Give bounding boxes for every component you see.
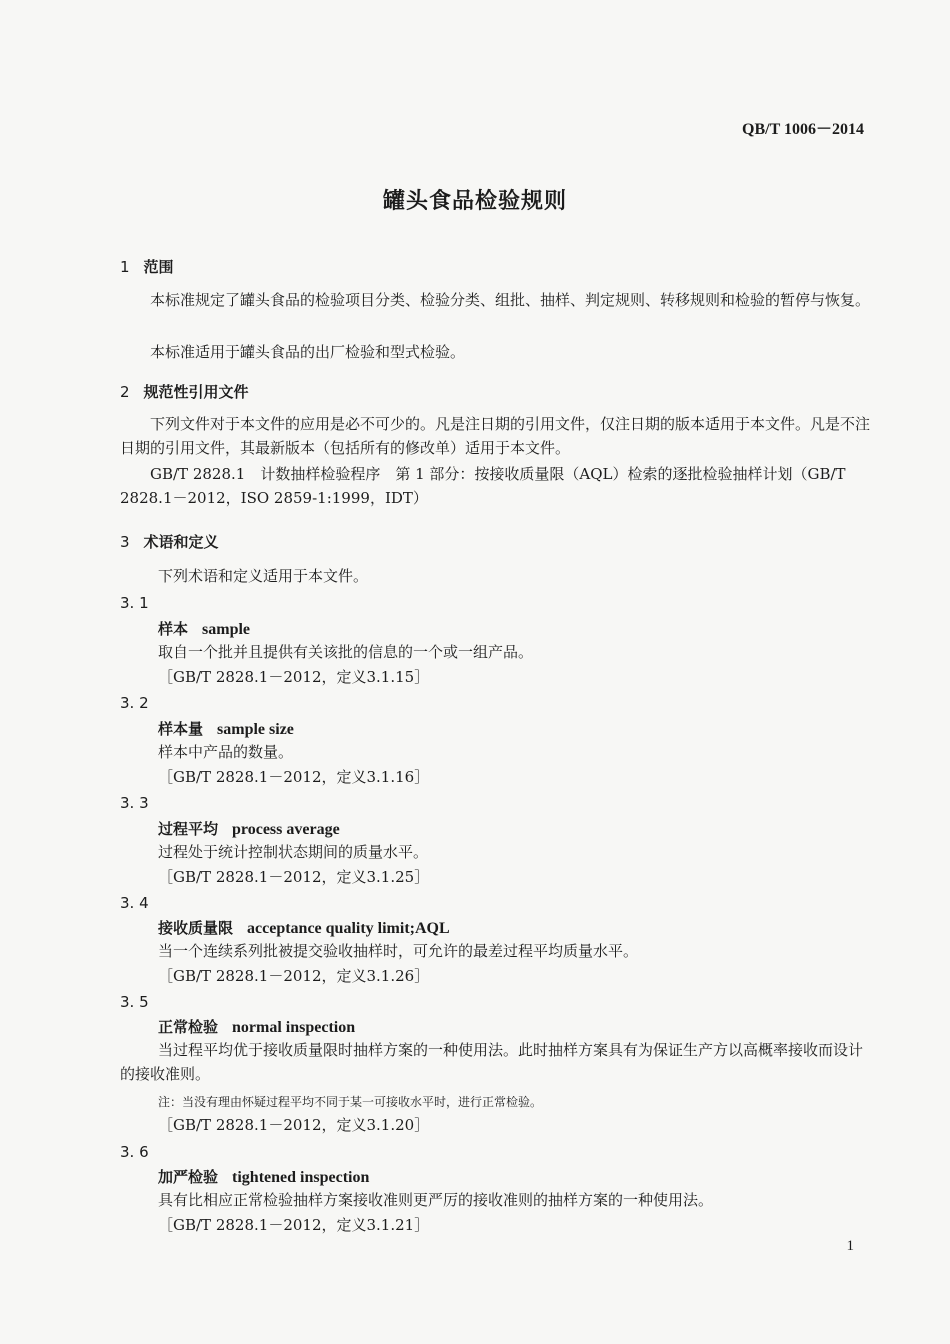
term-zh: 样本量 — [158, 720, 204, 738]
section-heading-3 — [120, 531, 219, 552]
term-en: sample size — [217, 721, 294, 738]
term-definition: 当过程平均优于接收质量限时抽样方案的一种使用法。此时抽样方案具有为保证生产方以高概率接收而设计的接收准则。 — [120, 1041, 864, 1083]
term-heading — [158, 818, 340, 839]
term-number: 3. 2 — [120, 694, 149, 712]
term-number: 3. 5 — [120, 993, 149, 1011]
term-number: 3. 4 — [120, 894, 149, 912]
term-source: ［GB/T 2828.1－2012，定义3.1.15］ — [158, 668, 430, 686]
paragraph: 下列文件对于本文件的应用是必不可少的。凡是注日期的引用文件，仅注日期的版本适用于本文件。凡是不注日期的引用文件，其最新版本（包括所有的修改单）适用于本文件。 — [120, 415, 871, 457]
term-heading — [158, 1166, 369, 1187]
term-source: ［GB/T 2828.1－2012，定义3.1.20］ — [158, 1116, 430, 1134]
term-definition: 过程处于统计控制状态期间的质量水平。 — [158, 843, 429, 861]
term-number: 3. 6 — [120, 1143, 149, 1161]
standard-code: QB/T 1006－2014 — [742, 121, 864, 138]
term-zh: 接收质量限 — [158, 919, 234, 937]
term-zh: 加严检验 — [158, 1168, 219, 1186]
section-title: 规范性引用文件 — [143, 383, 249, 401]
page-number: 1 — [846, 1238, 854, 1254]
term-definition: 取自一个批并且提供有关该批的信息的一个或一组产品。 — [158, 643, 534, 661]
section-title: 术语和定义 — [143, 533, 219, 551]
section-heading-2 — [120, 381, 249, 402]
term-definition: 样本中产品的数量。 — [158, 743, 294, 761]
term-definition: 当一个连续系列批被提交验收抽样时，可允许的最差过程平均质量水平。 — [158, 942, 639, 960]
term-heading — [158, 718, 294, 739]
term-zh: 样本 — [158, 620, 189, 638]
term-definition: 具有比相应正常检验抽样方案接收准则更严厉的接收准则的抽样方案的一种使用法。 — [158, 1191, 714, 1209]
term-source: ［GB/T 2828.1－2012，定义3.1.16］ — [158, 768, 430, 786]
term-en: sample — [202, 621, 251, 638]
section-title: 范围 — [143, 258, 174, 276]
section-heading-1 — [120, 256, 174, 277]
paragraph: 本标准适用于罐头食品的出厂检验和型式检验。 — [150, 343, 466, 361]
term-heading — [158, 1016, 355, 1037]
term-en: acceptance quality limit;AQL — [247, 920, 450, 937]
term-source: ［GB/T 2828.1－2012，定义3.1.26］ — [158, 967, 430, 985]
reference-entry: GB/T 2828.1 计数抽样检验程序 第 1 部分：按接收质量限（AQL）检索的逐批检验抽样计划（GB/T 2828.1－2012，ISO 2859-1:1999，IDT） — [120, 465, 846, 507]
term-source: ［GB/T 2828.1－2012，定义3.1.25］ — [158, 868, 430, 886]
section-number: 2 — [120, 383, 130, 401]
paragraph: 本标准规定了罐头食品的检验项目分类、检验分类、组批、抽样、判定规则、转移规则和检验的暂停与恢复。 — [150, 291, 871, 309]
term-heading — [158, 618, 250, 639]
term-zh: 过程平均 — [158, 820, 219, 838]
term-heading — [158, 917, 450, 938]
document-title: 罐头食品检验规则 — [382, 189, 567, 214]
term-note: 注：当没有理由怀疑过程平均不同于某一可接收水平时，进行正常检验。 — [158, 1095, 543, 1109]
term-en: process average — [232, 821, 340, 838]
paragraph: 下列术语和定义适用于本文件。 — [158, 567, 369, 585]
term-en: normal inspection — [232, 1019, 356, 1036]
term-source: ［GB/T 2828.1－2012，定义3.1.21］ — [158, 1216, 430, 1234]
term-number: 3. 3 — [120, 794, 149, 812]
section-number: 1 — [120, 258, 130, 276]
term-number: 3. 1 — [120, 594, 149, 612]
section-number: 3 — [120, 533, 130, 551]
term-zh: 正常检验 — [158, 1018, 219, 1036]
term-en: tightened inspection — [232, 1169, 370, 1186]
